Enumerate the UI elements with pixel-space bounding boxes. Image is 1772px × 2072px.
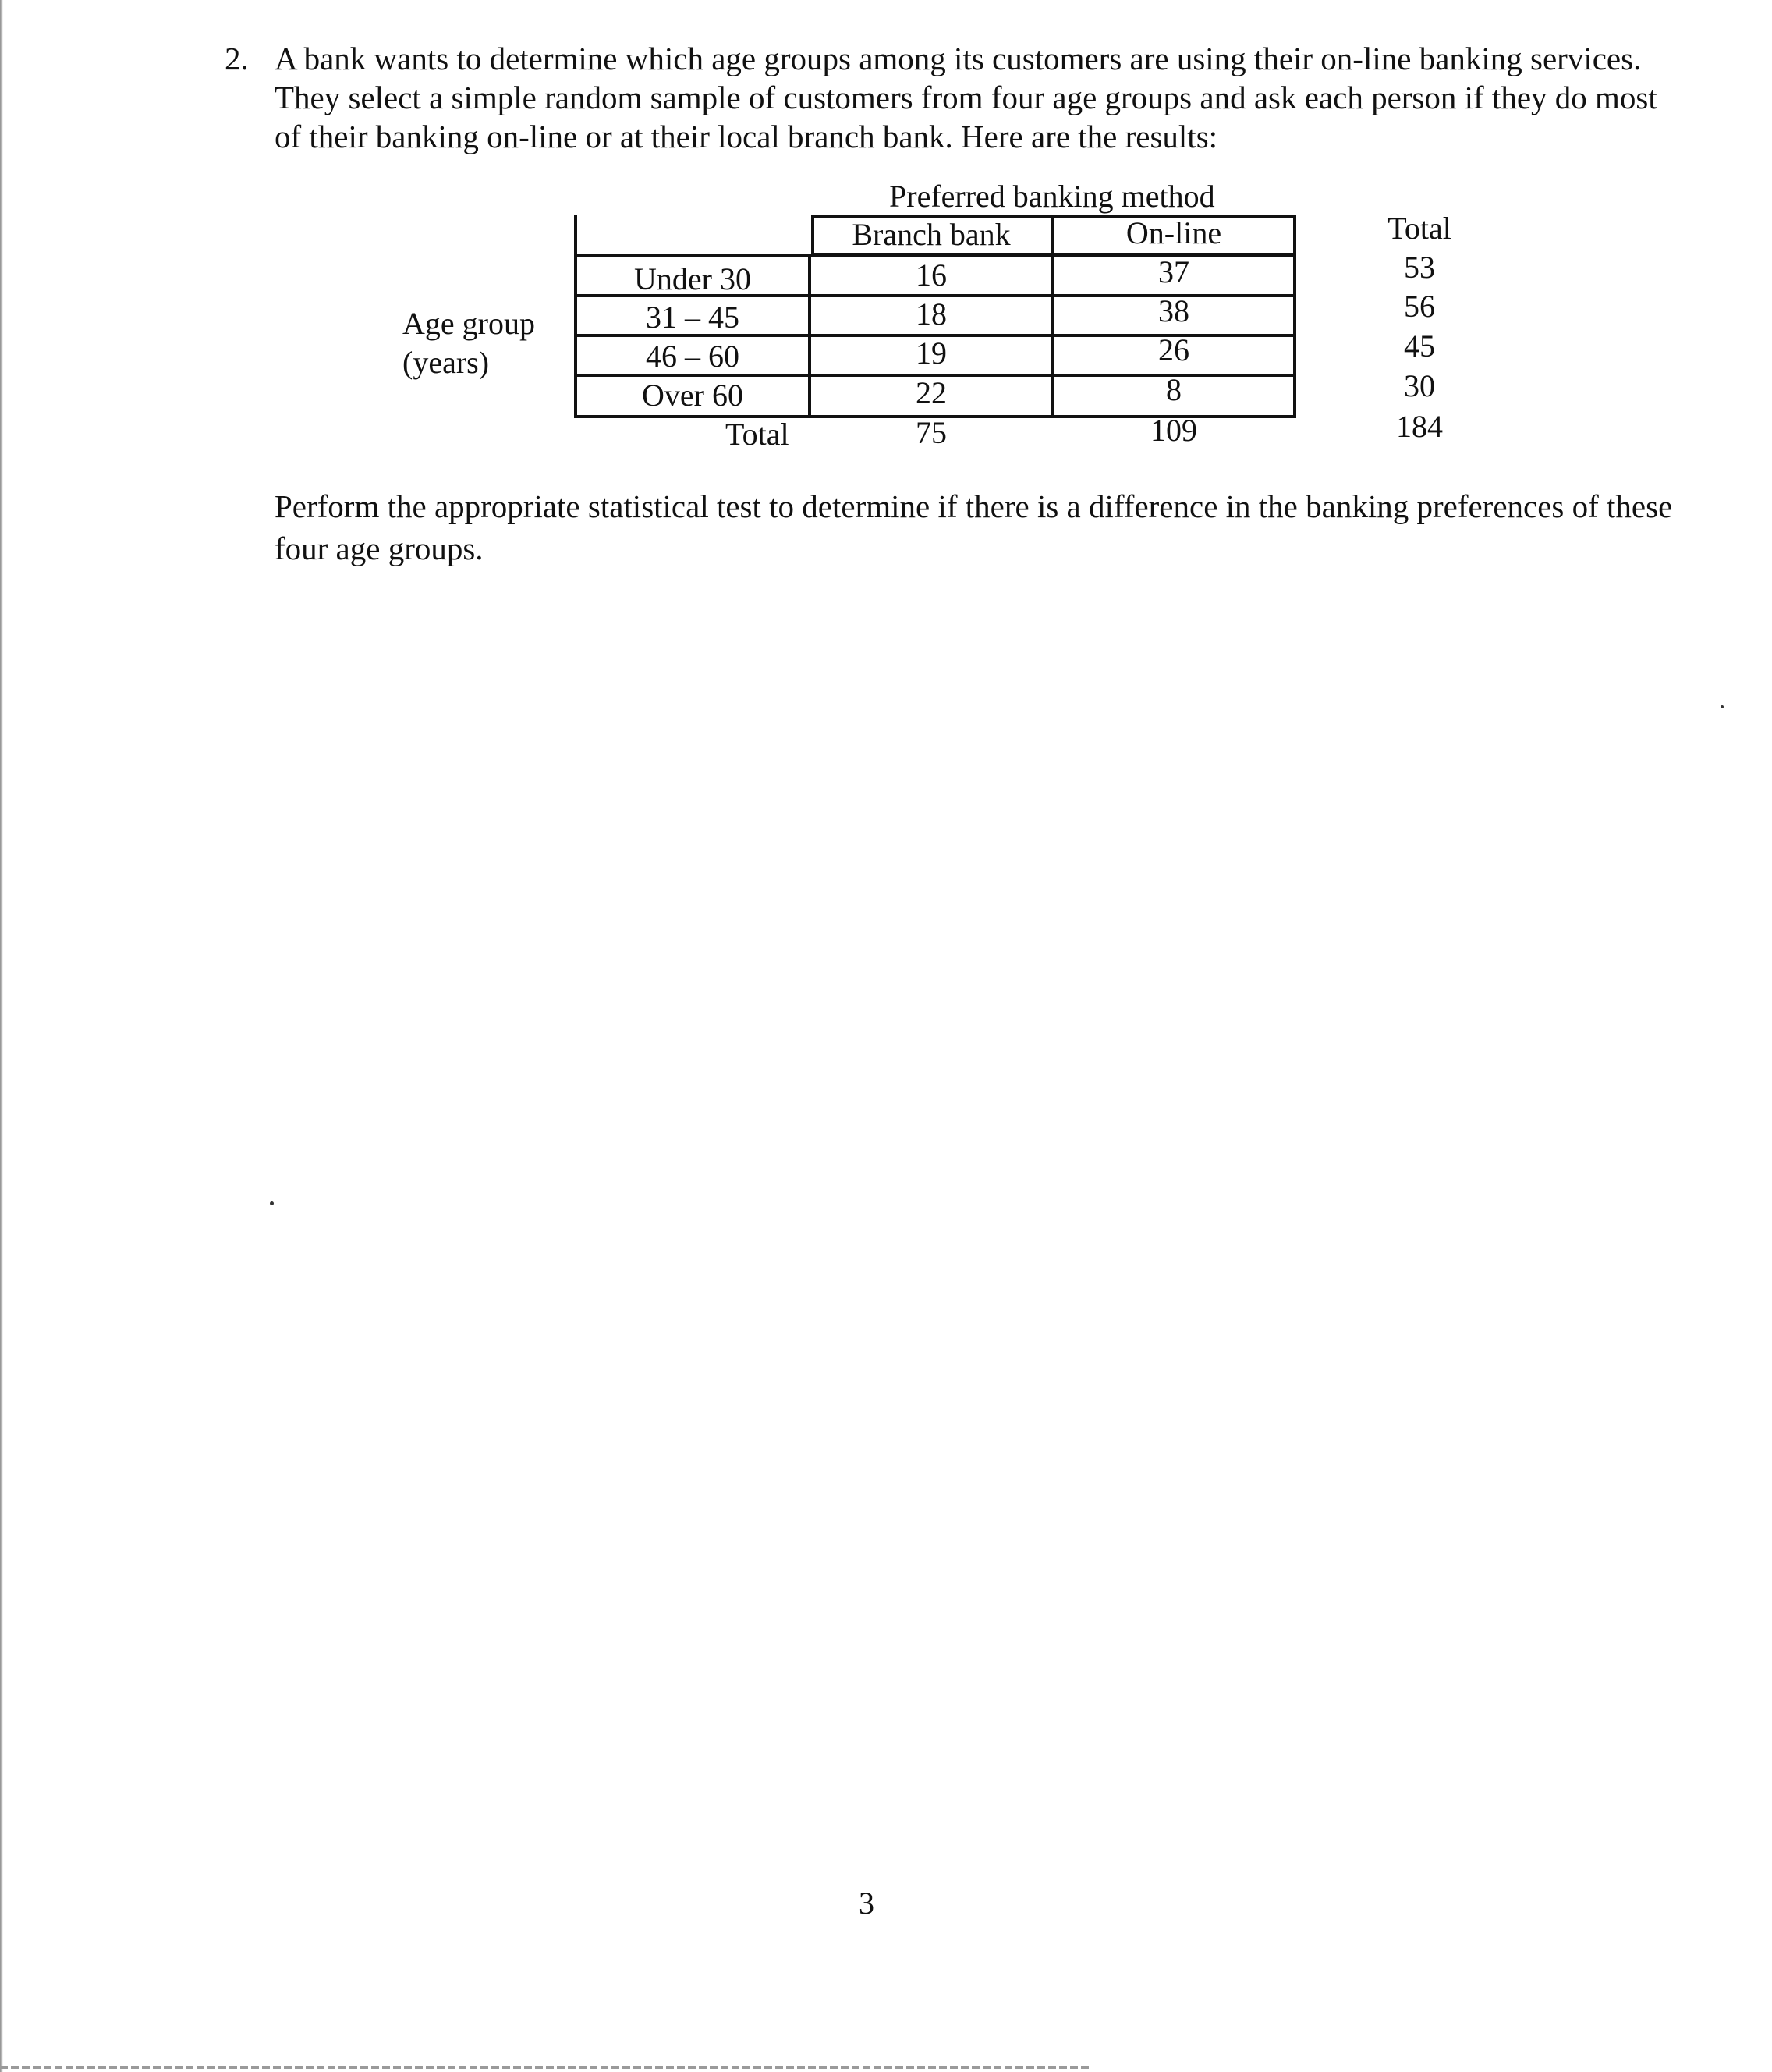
cell-online: 38 bbox=[1158, 293, 1189, 328]
header-branch-bank: Branch bank bbox=[852, 217, 1011, 252]
cell-branch: 16 bbox=[916, 257, 947, 293]
cell-branch: 22 bbox=[916, 375, 947, 410]
instructions-line-2: four age groups. bbox=[275, 530, 484, 566]
row-group-label bbox=[402, 304, 535, 382]
cell-online: 37 bbox=[1158, 254, 1189, 289]
header-total: Total bbox=[1387, 211, 1451, 246]
totals-row-label: Total bbox=[725, 417, 789, 452]
total-branch: 75 bbox=[916, 415, 947, 450]
cell-total: 53 bbox=[1404, 250, 1435, 285]
grand-total: 184 bbox=[1396, 409, 1443, 444]
page-number: 3 bbox=[859, 1886, 874, 1921]
cell-branch: 19 bbox=[916, 335, 947, 371]
instructions bbox=[275, 485, 1678, 569]
cell-online: 26 bbox=[1158, 332, 1189, 367]
scan-speck bbox=[270, 1201, 274, 1205]
row-label-46-60: 46 – 60 bbox=[646, 339, 739, 374]
page-bottom-edge bbox=[0, 2066, 1092, 2069]
scan-speck bbox=[1721, 705, 1724, 708]
row-label-31-45: 31 – 45 bbox=[646, 300, 739, 335]
cell-branch: 18 bbox=[916, 296, 947, 332]
row-group-label-line1: Age group bbox=[402, 306, 535, 341]
cell-online: 8 bbox=[1166, 372, 1182, 407]
table-caption: Preferred banking method bbox=[889, 179, 1215, 214]
cell-total: 56 bbox=[1404, 289, 1435, 324]
problem-line-1: A bank wants to determine which age groups among its customers are using their on-line banking services. bbox=[275, 41, 1642, 76]
problem-line-3: of their banking on-line or at their local branch bank. Here are the results: bbox=[275, 119, 1218, 154]
row-label-over-60: Over 60 bbox=[642, 378, 743, 413]
problem-line-2: They select a simple random sample of customers from four age groups and ask each person if they do most bbox=[275, 80, 1657, 115]
row-group-label-line2: (years) bbox=[402, 345, 490, 380]
row-label-under-30: Under 30 bbox=[634, 261, 751, 296]
problem-text bbox=[275, 39, 1694, 156]
page-edge-shadow bbox=[0, 0, 3, 2072]
cell-total: 45 bbox=[1404, 328, 1435, 364]
total-online: 109 bbox=[1150, 413, 1197, 448]
table-right-border bbox=[1293, 215, 1296, 418]
instructions-line-1: Perform the appropriate statistical test to determine if there is a difference in the banking preferences of these bbox=[275, 488, 1673, 524]
header-online: On-line bbox=[1125, 215, 1222, 250]
cell-total: 30 bbox=[1404, 368, 1435, 403]
problem-number: 2. bbox=[225, 41, 249, 76]
